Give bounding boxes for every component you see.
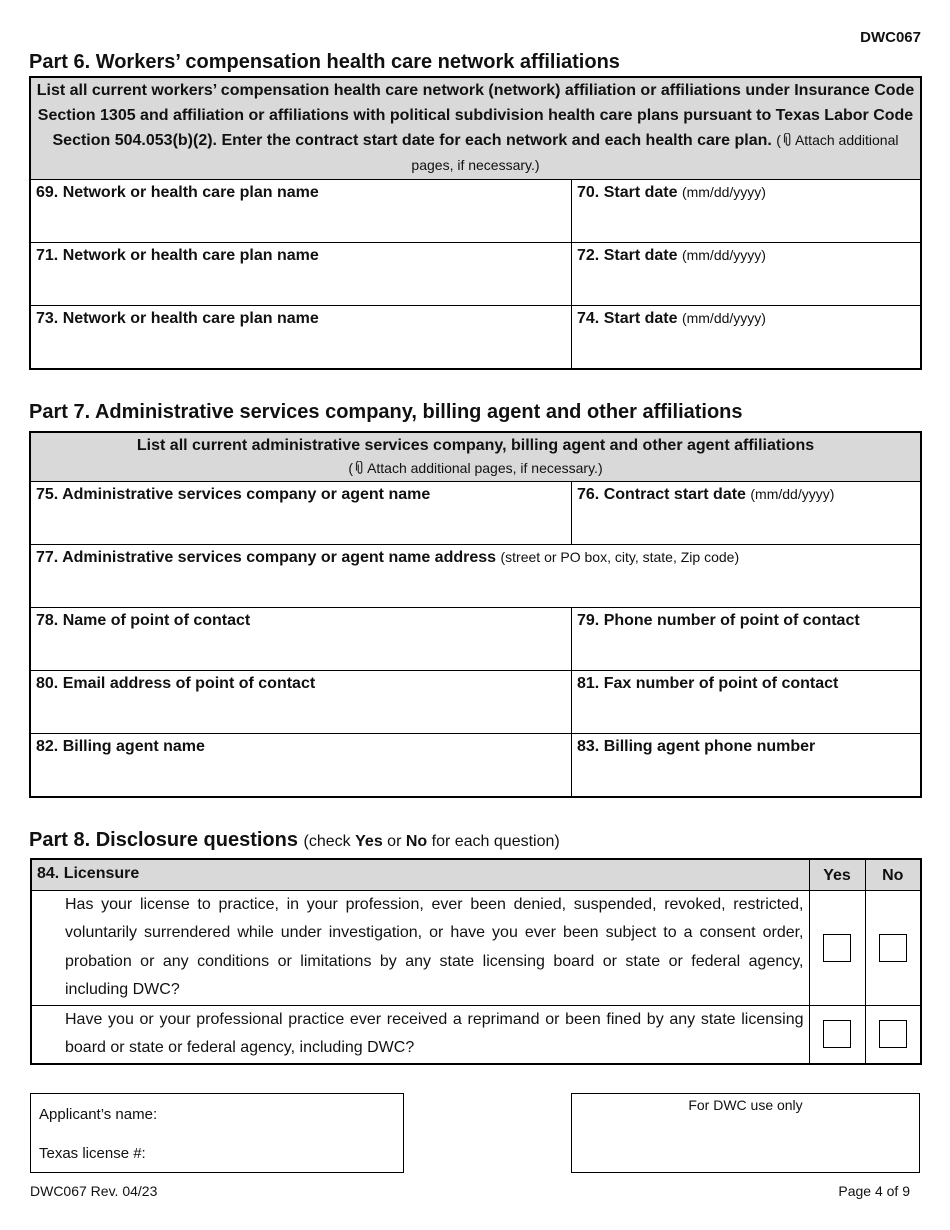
- field-71[interactable]: 71. Network or health care plan name: [31, 243, 572, 306]
- part6-table: [30, 77, 921, 369]
- table-row: [31, 734, 921, 797]
- question-2-yes-cell: [809, 1005, 865, 1064]
- part7-table: [30, 432, 921, 797]
- table-row: [31, 671, 921, 734]
- part6-instruction-note: ( Attach additional pages, if necessary.): [411, 132, 899, 173]
- part6-heading: Part 6. Workers’ compensation health care network affiliations: [29, 51, 620, 73]
- dwc-use-only-box: [571, 1093, 920, 1173]
- footer-revision: DWC067 Rev. 04/23: [30, 1183, 158, 1199]
- table-row: [31, 243, 921, 306]
- form-code: DWC067: [860, 29, 921, 46]
- table-row: [31, 180, 921, 243]
- question-2-no-cell: [865, 1005, 921, 1064]
- question-1-text: Has your license to practice, in your profession, ever been denied, suspended, revoked, restricted, voluntarily surrendered while under investigation, or have you ever been subject to a consent order, probation or any conditions or limitations by any state licensing board or state or federal agency, including DWC?: [31, 890, 809, 1005]
- part6-instruction-cell: [31, 78, 921, 180]
- table-row: [31, 608, 921, 671]
- no-header: No: [865, 859, 921, 890]
- applicant-name-label: Applicant’s name:: [39, 1106, 158, 1123]
- table-row: [31, 482, 921, 545]
- part8-subheading: (check Yes or No for each question): [303, 833, 560, 850]
- part6-instruction: List all current workers’ compensation health care network (network) affiliation or affiliations under Insurance Code Section 1305 and affiliation or affiliations with political subdivision health care plans pursuant to Texas Labor Code Section 504.053(b)(2). Enter the contract start date for each network and each health care plan.: [36, 82, 915, 149]
- part7-instruction-note: ( Attach additional pages, if necessary.): [348, 460, 603, 476]
- part7-heading: Part 7. Administrative services company, billing agent and other affiliations: [29, 401, 743, 423]
- question-2-no-checkbox[interactable]: [879, 1020, 907, 1048]
- yes-header: Yes: [809, 859, 865, 890]
- paperclip-icon: [355, 461, 365, 475]
- part8-table: [30, 858, 922, 1065]
- field-75[interactable]: 75. Administrative services company or agent name: [31, 482, 572, 545]
- question-2-text: Have you or your professional practice ever received a reprimand or been fined by any state licensing board or state or federal agency, including DWC?: [31, 1005, 809, 1064]
- part7-instruction-cell: [31, 433, 921, 482]
- field-82[interactable]: 82. Billing agent name: [31, 734, 572, 797]
- table-row: [31, 890, 921, 1005]
- applicant-box: [30, 1093, 404, 1173]
- field-70[interactable]: 70. Start date (mm/dd/yyyy): [572, 180, 921, 243]
- field-81[interactable]: 81. Fax number of point of contact: [572, 671, 921, 734]
- question-1-no-cell: [865, 890, 921, 1005]
- question-1-yes-cell: [809, 890, 865, 1005]
- question-2-yes-checkbox[interactable]: [823, 1020, 851, 1048]
- field-76[interactable]: 76. Contract start date (mm/dd/yyyy): [572, 482, 921, 545]
- question-1-no-checkbox[interactable]: [879, 934, 907, 962]
- field-78[interactable]: 78. Name of point of contact: [31, 608, 572, 671]
- part8-heading: Part 8. Disclosure questions (check Yes or No for each question): [29, 829, 560, 851]
- table-row: [31, 1005, 921, 1064]
- dwc-use-only-label: For DWC use only: [688, 1097, 803, 1113]
- paperclip-icon: [783, 133, 793, 147]
- footer-page-number: Page 4 of 9: [838, 1183, 910, 1199]
- field-83[interactable]: 83. Billing agent phone number: [572, 734, 921, 797]
- field-80[interactable]: 80. Email address of point of contact: [31, 671, 572, 734]
- field-69[interactable]: 69. Network or health care plan name: [31, 180, 572, 243]
- texas-license-label: Texas license #:: [39, 1145, 146, 1162]
- licensure-label: 84. Licensure: [31, 859, 809, 890]
- table-row: [31, 545, 921, 608]
- field-72[interactable]: 72. Start date (mm/dd/yyyy): [572, 243, 921, 306]
- part7-instruction: List all current administrative services company, billing agent and other agent affiliations: [136, 437, 815, 454]
- field-73[interactable]: 73. Network or health care plan name: [31, 306, 572, 369]
- field-74[interactable]: 74. Start date (mm/dd/yyyy): [572, 306, 921, 369]
- table-row: [31, 306, 921, 369]
- field-77[interactable]: 77. Administrative services company or agent name address (street or PO box, city, state, Zip code): [31, 545, 921, 608]
- question-1-yes-checkbox[interactable]: [823, 934, 851, 962]
- field-79[interactable]: 79. Phone number of point of contact: [572, 608, 921, 671]
